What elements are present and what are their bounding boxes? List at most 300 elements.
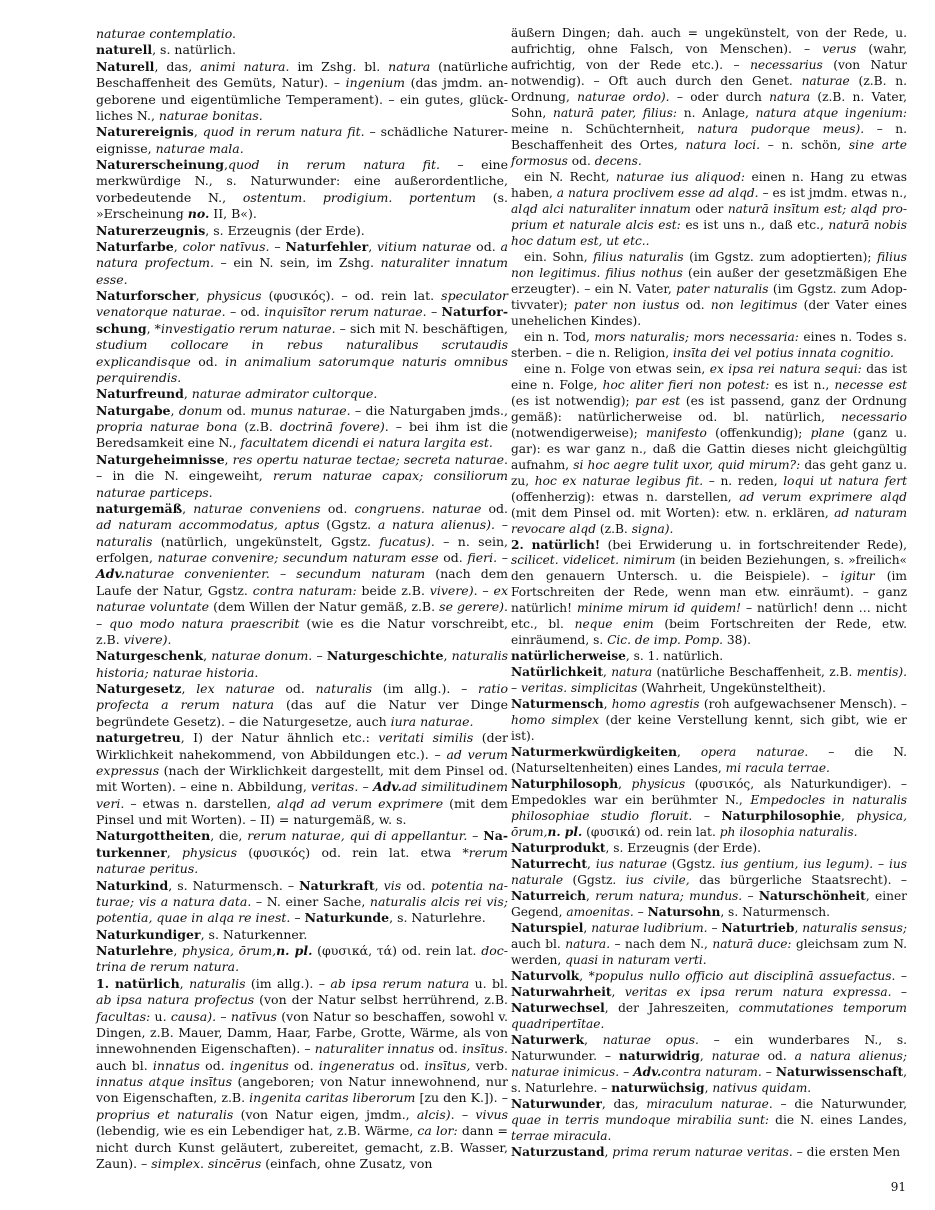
headword: 2. natürlich!: [511, 537, 601, 552]
entry-text: , s. natürlich.: [152, 42, 236, 58]
entry-text: ein. Sohn,: [524, 249, 594, 264]
latin-text: natura: [611, 665, 653, 680]
latin-text: ad naturam revocare alqd: [511, 505, 908, 536]
latin-text: miraculum naturae.: [646, 1096, 773, 1111]
latin-text: minime mirum id quidem!: [576, 601, 742, 616]
dictionary-entry: [511, 777, 907, 841]
latin-text: naturaliter innatus: [314, 1041, 435, 1057]
entry-text: , s. 1. natürlich.: [625, 649, 724, 664]
entry-text: –: [511, 681, 521, 696]
grammar-label: n. pl.: [276, 943, 313, 958]
entry-text: (einfach, ohne Zusatz, von: [261, 1155, 433, 1171]
dictionary-entry: [511, 170, 907, 250]
latin-text: insītus.: [462, 1041, 508, 1057]
entry-text: – oder durch: [669, 89, 770, 104]
latin-text: naturā nobis hoc datum est, ut etc..: [511, 217, 907, 248]
latin-text: ex ipsa rei natura sequi:: [709, 361, 862, 376]
latin-text: contra naturam:: [252, 582, 357, 598]
latin-text: veritas. simplicitas: [520, 681, 638, 696]
entry-text: –: [426, 304, 442, 320]
entry-text: (von der Natur selbst herrührend, z.B.: [254, 992, 508, 1008]
latin-text: sine arte formosus: [511, 137, 907, 168]
latin-text: a natura profectum.: [96, 238, 508, 271]
dictionary-entry: [511, 745, 907, 777]
latin-text: a natura proclivem esse ad alqd.: [556, 185, 759, 200]
entry-text: od.: [759, 1049, 795, 1063]
latin-text: causa).: [170, 1008, 217, 1024]
headword: naturwüchsig: [611, 1080, 705, 1095]
entry-text: , *: [579, 969, 595, 984]
entry-text: das ist eine n. Folge,: [511, 361, 907, 392]
latin-text: quasi in naturam verti.: [565, 953, 707, 968]
latin-text: propria naturae bona: [96, 419, 238, 434]
latin-text: ca lor:: [417, 1123, 458, 1139]
latin-text: naturalis: [96, 533, 153, 549]
entry-text: (nach dem Laufe der Natur, Ggstz.: [96, 566, 508, 598]
headword: Naturerscheinung: [96, 157, 224, 172]
entry-text: eine n. Folge von etwas sein,: [524, 361, 710, 376]
entry-text: – schädliche Naturereignisse,: [96, 124, 508, 156]
latin-text: contra naturam.: [661, 1064, 762, 1079]
headword: Naturfarbe: [96, 238, 174, 254]
entry-text: ,: [224, 451, 233, 467]
latin-text: populus nullo officio aut disciplinā assuefactus.: [594, 969, 896, 984]
entry-text: ,: [587, 857, 596, 872]
latin-text: color natīvus.: [182, 238, 270, 254]
entry-text: od.: [481, 500, 508, 516]
dictionary-entry: [96, 157, 508, 223]
latin-text: ingeneratus: [318, 1057, 395, 1073]
entry-text: (es ist passend, ganz der Ordnung gemäß): natürlicherweise od. bl. natürlich,: [511, 393, 907, 424]
entry-text: ,: [618, 777, 632, 792]
latin-text: necesse est: [834, 377, 907, 392]
entry-text: – die Naturwunder,: [772, 1096, 907, 1111]
latin-text: vivus: [475, 1106, 509, 1122]
entry-text: (natürlich, ungekünstelt, Ggstz.: [152, 533, 380, 549]
entry-text: (das auf die Natur ver Dinge begründete Gesetz). – die Naturgesetze, auch: [96, 697, 508, 729]
latin-text: lex naturae: [196, 681, 275, 696]
entry-text: auch bl.: [96, 1057, 153, 1073]
entry-text: – in die N. eingeweiht,: [96, 468, 274, 484]
latin-text: naturae ius aliquod:: [615, 169, 746, 184]
latin-text: naturalis: [189, 975, 246, 991]
dictionary-entry: [96, 878, 508, 927]
entry-text: (φυσικός, als Naturkundiger). – Empedokles war ein berühmter N.,: [511, 777, 908, 808]
dictionary-entry: [511, 921, 907, 969]
entry-text: oder: [690, 201, 728, 216]
latin-text: quae in terris mundoque mirabilia sunt:: [511, 1112, 769, 1127]
entry-text: ,: [604, 1144, 613, 1159]
latin-text: naturalis: [315, 681, 373, 696]
entry-text: – n. reden,: [703, 473, 784, 488]
entry-text: –: [692, 809, 722, 824]
entry-text: (roh aufgewachsener Mensch). –: [699, 697, 907, 712]
entry-text: – n. Beschaffenheit des Ortes,: [511, 121, 907, 152]
latin-text: ad similitudinem veri.: [96, 779, 509, 811]
entry-text: ,: [794, 921, 803, 936]
latin-text: plane: [810, 425, 845, 440]
entry-text: (angeboren; von Natur innewohnend, nur von Eigenschaften, z.B.: [96, 1074, 508, 1106]
entry-text: (φυσικός). – od. rein lat.: [261, 288, 442, 303]
latin-text: simplex. sincērus: [151, 1155, 262, 1171]
entry-text: (im allg.). –: [245, 975, 331, 991]
entry-text: ,: [611, 985, 625, 1000]
headword: naturgemäß: [96, 500, 183, 516]
entry-text: , der Jahreszeiten,: [604, 1001, 739, 1016]
entry-text: es ist n.,: [769, 377, 835, 392]
latin-text: ingenitus: [229, 1057, 289, 1073]
latin-text: veritati similis: [378, 730, 474, 746]
entry-text: ,: [183, 386, 192, 402]
entry-text: beide z.B.: [356, 582, 430, 598]
entry-text: – natürlich! denn … nicht etc., bl.: [511, 601, 907, 632]
latin-text: natura atque ingenium:: [755, 105, 907, 120]
entry-text: (z.B.: [596, 521, 632, 536]
latin-text: pater naturalis: [676, 281, 769, 296]
entry-text: –: [707, 921, 722, 936]
headword: naturell: [96, 42, 153, 58]
latin-text: alcis).: [416, 1106, 455, 1122]
entry-text: , s. Erzeugnis (der Erde).: [205, 222, 365, 238]
latin-text: hoc aliter fieri non potest:: [602, 377, 770, 392]
latin-text: ad naturam accommodatus, aptus: [96, 517, 320, 533]
latin-text: terrae miracula.: [511, 1128, 612, 1143]
entry-text: ,: [840, 809, 857, 824]
entry-text: einen n. Hang zu etwas haben,: [511, 169, 907, 200]
headword: Naturreich: [511, 889, 587, 904]
entry-text: od.: [274, 681, 316, 696]
dictionary-entry: [96, 59, 508, 125]
latin-text: prima rerum naturae veritas.: [612, 1144, 793, 1159]
latin-text: rerum naturae capax; consiliorum naturae particeps.: [96, 468, 508, 500]
entry-text: (im allg.). –: [372, 681, 478, 696]
entry-text: –: [495, 517, 508, 533]
latin-text: necessario: [841, 409, 907, 424]
latin-text: mors naturalis; mors necessaria:: [594, 329, 799, 344]
entry-text: – nach dem N.,: [610, 937, 713, 952]
latin-text: ius naturae: [595, 857, 667, 872]
headword: Naturkind: [96, 877, 169, 893]
latin-text: veritas ex ipsa rerum natura expressa.: [624, 985, 892, 1000]
entry-text: od.: [222, 402, 251, 418]
latin-text: insīta dei vel potius innata cognitio.: [672, 345, 894, 360]
left-column: [96, 26, 508, 1172]
entry-text: ein n. Tod,: [524, 329, 595, 344]
latin-text: mentis).: [856, 665, 907, 680]
latin-text: Empedocles in naturalis philosophiae studio floruit.: [511, 793, 908, 824]
entry-text: ,: [374, 877, 384, 893]
entry-text: od.: [394, 1057, 425, 1073]
entry-text: –: [312, 648, 327, 664]
entry-text: ,: [583, 921, 592, 936]
latin-text: vivere).: [429, 582, 478, 598]
headword: Naturgesetz: [96, 681, 182, 696]
entry-text: (es ist notwendig);: [511, 393, 636, 408]
headword: Naturtrieb: [721, 921, 795, 936]
latin-text: vivere).: [123, 631, 172, 647]
entry-text: – etwas n. darstellen,: [124, 795, 278, 811]
entry-text: (in beiden Beziehungen, s. »freilich« den genauern Untersch. u. die Beispiele). –: [511, 553, 908, 584]
dictionary-entry: [96, 452, 508, 501]
latin-text: ad verum exprimere alqd: [739, 489, 907, 504]
entry-text: –: [619, 1064, 634, 1079]
entry-text: (Ggstz.: [666, 857, 721, 872]
entry-text: eines n. Todes s. sterben. – die n. Religion,: [511, 329, 907, 360]
headword: Naturrecht: [511, 857, 588, 872]
latin-text: rerum naturae peritus.: [96, 844, 508, 877]
latin-text: quod in rerum natura fit.: [227, 157, 440, 172]
entry-text: ,: [170, 402, 179, 418]
entry-text: verb.: [470, 1057, 508, 1073]
latin-text: opera naturae.: [700, 745, 809, 760]
dictionary-entry: [511, 841, 907, 857]
entry-text: –: [467, 828, 484, 844]
headword: Naturspiel: [511, 921, 584, 936]
latin-text: potentia naturae; vis a natura data.: [96, 877, 508, 909]
entry-text: , die,: [210, 828, 248, 844]
headword: Naturkunde: [304, 910, 390, 926]
headword: naturwidrig: [618, 1049, 700, 1063]
headword: Naturgabe: [96, 402, 171, 418]
entry-text: (ein außer der gesetzmäßigen Ehe erzeugter). – ein N. Vater,: [511, 265, 907, 296]
entry-text: , das,: [601, 1096, 647, 1111]
entry-text: ,: [166, 844, 183, 860]
latin-text: verus: [822, 41, 857, 56]
entry-text: –: [96, 615, 110, 631]
entry-text: od.: [401, 877, 431, 893]
latin-text: par est: [635, 393, 681, 408]
headword: 1. natürlich: [96, 975, 180, 991]
entry-text: (von Natur notwendig). – Oft auch durch den Genet.: [511, 57, 907, 88]
headword: Natursohn: [647, 905, 721, 920]
entry-text: –: [891, 985, 908, 1000]
dictionary-entry: [96, 124, 508, 157]
headword: Naturzustand: [511, 1144, 605, 1159]
latin-text: naturae mala.: [155, 140, 244, 156]
latin-text: facultas:: [96, 1008, 151, 1024]
headword: Naturforscher: [96, 288, 196, 303]
latin-text: proprius et naturalis: [96, 1106, 234, 1122]
entry-text: (im Ggstz. zum adoptierten);: [683, 249, 877, 264]
dictionary-entry: [96, 927, 508, 943]
headword: Naturvolk: [511, 969, 580, 984]
grammar-label: Adv.: [96, 566, 125, 582]
latin-text: naturae: [801, 73, 850, 88]
latin-text: innatus: [152, 1057, 200, 1073]
latin-text: rerum naturae, qui di appellantur.: [247, 828, 468, 844]
entry-text: –: [633, 905, 648, 920]
entry-text: –: [290, 910, 305, 926]
entry-text: (der Wirklichkeit nahekommend, von Abbildungen etc.). –: [96, 730, 508, 762]
latin-text: alqd ad verum exprimere: [277, 795, 444, 811]
dictionary-entry: [511, 969, 907, 1033]
latin-text: naturalis historia; naturae historia.: [96, 648, 508, 680]
entry-text: ,: [182, 500, 194, 516]
latin-text: congruens. naturae: [354, 500, 482, 516]
latin-text: physica, ōrum,: [511, 809, 908, 840]
latin-text: ostentum. prodigium. portentum: [242, 189, 476, 205]
entry-text: n. Anlage,: [677, 105, 756, 120]
grammar-label: Adv.: [633, 1064, 662, 1079]
entry-text: od.: [679, 297, 711, 312]
grammar-label: Adv.: [372, 779, 402, 795]
dictionary-entry: [511, 538, 907, 650]
headword: Naturkundiger: [96, 926, 201, 942]
entry-text: u.: [150, 1008, 171, 1024]
latin-text: naturā pater, filius:: [552, 105, 678, 120]
latin-text: fieri.: [467, 550, 498, 565]
page-number: 91: [890, 1180, 906, 1194]
entry-text: (offenkundig);: [706, 425, 811, 440]
dictionary-entry: [96, 943, 508, 976]
dictionary-entry: [96, 730, 508, 828]
headword: Naturforschung: [96, 304, 509, 336]
latin-text: naturae donum.: [211, 648, 313, 664]
entry-text: das bürgerliche Staatsrecht). –: [689, 873, 907, 888]
latin-text: naturae admirator cultorque.: [191, 386, 378, 402]
entry-text: , *: [146, 320, 161, 336]
latin-text: fucatus).: [379, 533, 435, 549]
latin-text: loqui ut natura fert: [783, 473, 907, 488]
latin-text: investigatio rerum naturae.: [160, 320, 336, 336]
entry-text: ,: [603, 697, 612, 712]
entry-text: auch bl.: [511, 937, 566, 952]
entry-text: – od.: [225, 304, 265, 320]
latin-text: rerum natura; mundus.: [595, 889, 743, 904]
entry-text: (φυσικά, τά) od. rein lat.: [312, 943, 482, 958]
entry-text: od.: [438, 550, 468, 565]
entry-text: – eine merkwürdige N., s. Naturwunder: eine außerordentliche, vorbedeutende N.,: [96, 157, 508, 205]
headword: Naturlehre: [96, 943, 174, 958]
entry-text: ,: [173, 238, 183, 254]
latin-text: naturae ludibrium.: [591, 921, 708, 936]
latin-text: a natura alienus).: [377, 517, 495, 533]
latin-text: ius naturale: [511, 857, 907, 888]
latin-text: non legitimus: [710, 297, 798, 312]
headword: Naturmensch: [511, 697, 604, 712]
dictionary-entry: [511, 330, 907, 362]
dictionary-entry: [96, 42, 508, 58]
latin-text: naturae conveniens: [193, 500, 321, 516]
latin-text: alqd alci naturaliter innatum: [511, 201, 691, 216]
dictionary-entry: [511, 1033, 907, 1097]
latin-text: ab ipsa rerum natura: [330, 975, 470, 991]
entry-text: , einer Gegend,: [511, 889, 907, 920]
latin-text: naturā insītum est; alqd proprium et naturale alcis est:: [511, 201, 907, 232]
entry-text: (Ggstz.: [563, 873, 626, 888]
entry-text: ,: [193, 124, 203, 140]
entry-text: ,: [704, 1080, 713, 1095]
headword: natürlicherweise: [511, 649, 626, 664]
latin-text: filius naturalis: [593, 249, 684, 264]
latin-text: insītus,: [424, 1057, 471, 1073]
latin-text: naturā duce:: [712, 937, 792, 952]
entry-text: (mit dem Pinsel od. mit Worten): etw. n. erklären,: [511, 505, 835, 520]
dictionary-entry: [96, 681, 508, 730]
entry-text: meine n. Schüchternheit,: [511, 121, 698, 136]
latin-text: Cic. de imp. Pomp.: [607, 633, 724, 648]
entry-text: ,: [181, 681, 197, 696]
latin-text: naturae ordo).: [577, 89, 670, 104]
entry-text: ein N. Recht,: [524, 169, 616, 184]
latin-text: doctrinā fovere).: [279, 419, 389, 434]
entry-text: – N. einer Sache,: [251, 893, 370, 909]
entry-text: dann = nicht durch Kunst geläutert, zubereitet, gemacht, z.B. Wasser, Zaun). –: [96, 1123, 508, 1171]
grammar-label: n. pl.: [547, 825, 583, 840]
entry-text: (beim Fortschreiten der Rede, etw. einräumend, s.: [511, 617, 907, 648]
entry-text: , s. Naturmensch. –: [168, 877, 300, 893]
dictionary-entry: [511, 1097, 907, 1145]
latin-text: homo agrestis: [611, 697, 700, 712]
latin-text: natura: [769, 89, 811, 104]
entry-text: –: [761, 1064, 776, 1079]
latin-text: iura naturae.: [390, 713, 474, 729]
entry-text: , s. Naturlehre. –: [511, 1064, 908, 1095]
headword: Naturwissenschaft: [775, 1064, 904, 1079]
entry-text: od.: [320, 500, 355, 516]
latin-text: quo modo natura praescribit: [109, 615, 300, 631]
latin-text: ius civile,: [625, 873, 690, 888]
latin-text: munus naturae.: [250, 402, 351, 418]
entry-text: ,: [179, 975, 190, 991]
entry-text: –: [742, 889, 759, 904]
entry-text: (φυσικός) od. rein lat. etwa *: [237, 844, 469, 860]
latin-text: ad verum expressus: [96, 746, 509, 778]
latin-text: naturae convenire; secundum naturam esse: [157, 550, 439, 565]
latin-text: mi racula terrae.: [725, 761, 830, 776]
dictionary-entry: [511, 362, 907, 538]
headword: Naturerzeugnis: [96, 222, 206, 238]
dictionary-entry: [96, 239, 508, 288]
latin-text: natīvus: [230, 1008, 277, 1024]
entry-text: – ein N. sein, im Zshg.: [214, 255, 381, 271]
latin-text: commutationes temporum quadripertītae.: [511, 1001, 907, 1032]
latin-text: naturae bonitas.: [158, 107, 263, 123]
latin-text: filius non legitimus. filius nothus: [511, 249, 907, 280]
entry-text: od.: [567, 153, 595, 168]
dictionary-entry: [511, 697, 907, 745]
entry-text: – ein wunderbares N., s. Naturwunder. –: [511, 1033, 908, 1063]
dictionary-entry: [96, 976, 508, 1173]
entry-text: im Zshg. bl.: [289, 58, 389, 74]
entry-text: (lebendig, wie es ein Lebendiger hat, z.B. Wärme,: [96, 1123, 418, 1139]
entry-text: ,: [602, 665, 612, 680]
headword: Naturgeheimnisse: [96, 451, 225, 467]
latin-text: natura.: [565, 937, 611, 952]
entry-text: ,: [676, 745, 701, 760]
latin-text: ph ilosophia naturalis.: [719, 825, 858, 840]
dictionary-entry: [511, 665, 907, 697]
entry-text: (wahr, aufrichtig, von der Rede etc.). –: [511, 41, 907, 72]
entry-text: (der Vater eines unehelichen Kindes).: [511, 297, 908, 328]
latin-text: physicus: [631, 777, 686, 792]
entry-text: – die ersten Men: [792, 1144, 901, 1159]
latin-text: natura pudorque meus).: [697, 121, 865, 136]
latin-text: scilicet. videlicet. nimirum: [511, 553, 676, 568]
latin-text: vis: [383, 877, 402, 893]
latin-text: natura: [388, 58, 431, 74]
entry-text: (mit dem Pinsel und mit Worten). – II) = naturgemäß, w. s.: [96, 795, 509, 827]
latin-text: quod in rerum natura fit.: [202, 124, 365, 140]
dictionary-entry: [96, 26, 508, 42]
entry-text: II, B«).: [209, 206, 257, 222]
entry-text: ,: [443, 648, 452, 664]
latin-text: homo simplex: [511, 713, 600, 728]
entry-text: , s. Naturlehre.: [389, 910, 486, 926]
entry-text: , I) der Natur ähnlich etc.:: [180, 730, 379, 746]
entry-text: (wie es die Natur vorschreibt, z.B.: [96, 615, 508, 647]
entry-text: (bei Erwiderung u. in fortschreitender Rede),: [600, 537, 908, 552]
